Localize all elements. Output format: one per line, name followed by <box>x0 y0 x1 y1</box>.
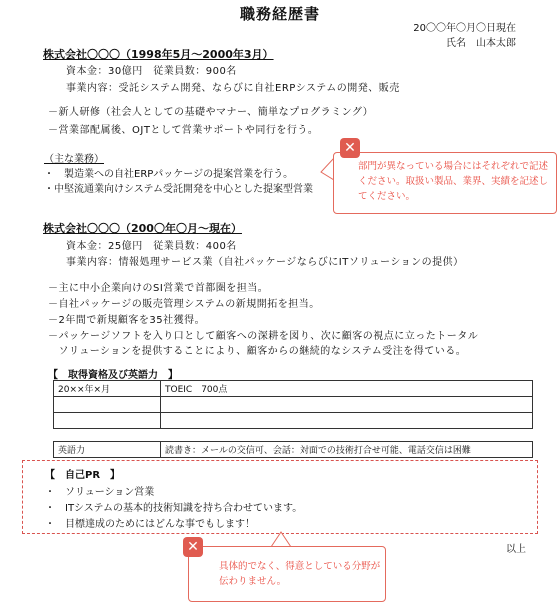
document-date: 20〇〇年〇月〇日現在 <box>413 23 516 34</box>
company1-business: 事業内容：受託システム開発、ならびに自社ERPシステムの開発、販売 <box>66 83 400 94</box>
document-title: 職務経歴書 <box>239 5 320 23</box>
qualifications-table <box>53 380 533 458</box>
table-cell: 20××年×月 <box>54 381 161 397</box>
company2-detail-4: －パッケージソフトを入り口として顧客への深耕を図り、次に顧客の視点に立ったトータル <box>48 331 479 342</box>
table-cell <box>161 413 533 429</box>
author-name: 氏名 山本太郎 <box>446 38 516 49</box>
table-spacer <box>54 429 533 442</box>
english-row <box>54 442 533 458</box>
company1-duty-1: ・ 製造業への自社ERPパッケージの提案営業を行う。 <box>44 169 294 180</box>
self-pr-heading: 【 自己PR 】 <box>45 470 121 481</box>
company1-heading: 株式会社〇〇〇（1998年5月～2000年3月） <box>43 48 274 61</box>
company2-detail-5: ソリューションを提供することにより、顧客からの継続的なシステム受注を得ている。 <box>48 346 467 357</box>
table-row <box>54 413 533 429</box>
company2-detail-3: －2年間で新規顧客を35社獲得。 <box>48 315 206 326</box>
company2-business: 事業内容：情報処理サービス業（自社パッケージならびにITソリューションの提供） <box>66 257 464 268</box>
qualifications-heading: 【 取得資格及び英語力 】 <box>48 370 178 381</box>
closing-text: 以上 <box>506 544 526 555</box>
table-cell <box>54 397 161 413</box>
company1-capital: 資本金：30億円 従業員数：900名 <box>66 66 237 77</box>
self-pr-item-2: ・ ITシステムの基本的技術知識を持ち合わせています。 <box>45 503 303 514</box>
english-label: 英語力 <box>54 442 161 458</box>
table-row <box>54 381 533 397</box>
table-cell <box>54 413 161 429</box>
table-row <box>54 397 533 413</box>
close-icon[interactable]: ✕ <box>340 138 360 158</box>
table-cell: TOEIC 700点 <box>161 381 533 397</box>
company2-capital: 資本金：25億円 従業員数：400名 <box>66 241 237 252</box>
close-icon[interactable]: ✕ <box>183 537 203 557</box>
self-pr-item-3: ・ 目標達成のためにはどんな事でもします！ <box>45 519 255 530</box>
company1-detail-1: －新人研修（社会人としての基礎やマナー、簡単なプログラミング） <box>48 107 374 118</box>
company2-detail-1: －主に中小企業向けのSI営業で首都圏を担当。 <box>48 283 269 294</box>
annotation-text-1: 部門が異なっている場合にはそれぞれで記述ください。取扱い製品、業界、実績を記述してください。 <box>358 161 549 202</box>
annotation-text-2: 具体的でなく、得意としている分野が伝わりません。 <box>219 561 381 587</box>
self-pr-item-1: ・ ソリューション営業 <box>45 487 155 498</box>
annotation-note-1 <box>333 152 557 214</box>
company2-detail-2: －自社パッケージの販売管理システムの新規開拓を担当。 <box>48 299 320 310</box>
company1-duties-heading: （主な業務） <box>44 154 104 165</box>
annotation-note-2 <box>188 546 386 602</box>
company2-heading: 株式会社〇〇〇（200〇年〇月～現在） <box>43 222 242 235</box>
company1-duty-2: ・中堅流通業向けシステム受託開発を中心とした提案型営業 <box>44 184 313 195</box>
table-cell <box>161 397 533 413</box>
company1-detail-2: －営業部配属後、OJTとして営業サポートや同行を行う。 <box>48 125 319 136</box>
english-value: 読書き：メールの交信可、会話：対面での技術打合せ可能、電話交信は困難 <box>161 442 533 458</box>
